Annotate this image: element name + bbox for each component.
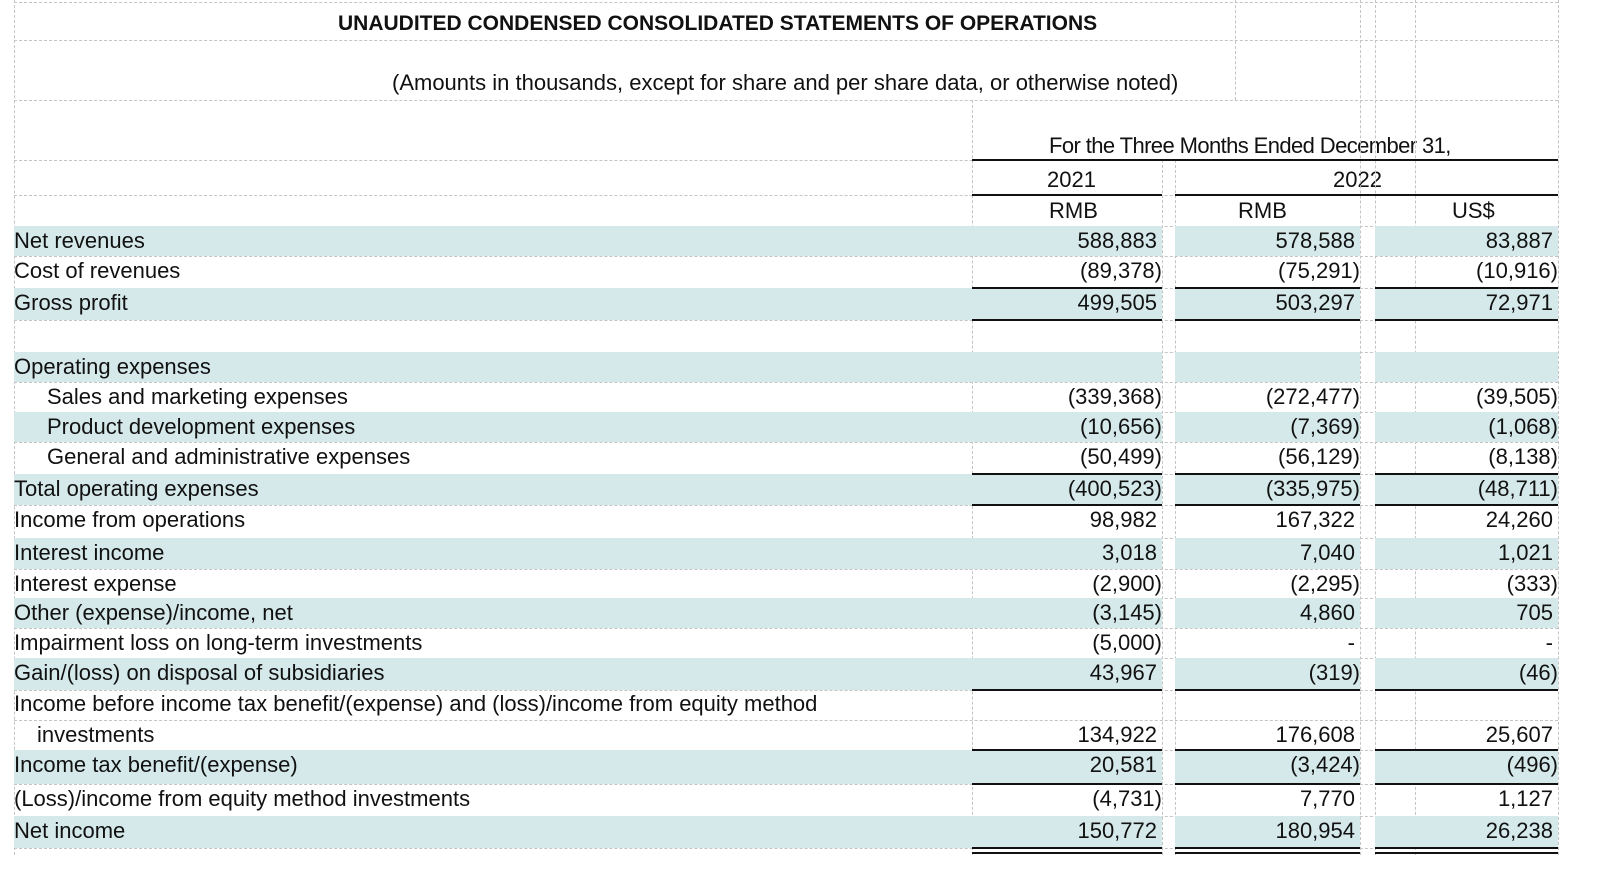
row-value-col1: 20,581	[1089, 752, 1157, 777]
row-label: General and administrative expenses	[47, 444, 411, 469]
row-label: Net revenues	[14, 228, 145, 253]
row-value-col3: (1,068)	[1488, 414, 1558, 439]
header-rule	[1175, 194, 1558, 196]
row-value-col2: 578,588	[1275, 228, 1355, 253]
table-row	[14, 352, 1558, 382]
row-value-col2: (335,975)	[1265, 476, 1360, 501]
row-value-col1: (400,523)	[1067, 476, 1162, 501]
row-label: Cost of revenues	[14, 258, 181, 283]
header-rule	[972, 159, 1558, 161]
row-value-col3: -	[1545, 630, 1553, 655]
row-value-col3: (48,711)	[1477, 476, 1558, 501]
row-value-col2: (319)	[1308, 660, 1360, 685]
row-value-col2: (56,129)	[1278, 444, 1360, 469]
row-label: Gain/(loss) on disposal of subsidiaries	[14, 660, 385, 685]
statement-title: UNAUDITED CONDENSED CONSOLIDATED STATEMENTS OF OPERATIONS	[338, 12, 1098, 35]
grid-line	[14, 40, 1558, 41]
total-rule	[1175, 852, 1360, 854]
total-rule	[1375, 852, 1558, 854]
grid-line	[14, 2, 1558, 3]
year-2022: 2022	[1333, 167, 1382, 192]
row-value-col3: 1,127	[1497, 786, 1553, 811]
row-value-col1: 43,967	[1089, 660, 1157, 685]
row-value-col2: 503,297	[1275, 290, 1355, 315]
row-value-col1: (50,499)	[1080, 444, 1162, 469]
row-label: Sales and marketing expenses	[47, 384, 348, 409]
currency-2022-usd: US$	[1452, 198, 1495, 223]
row-value-col1: (339,368)	[1067, 384, 1162, 409]
row-value-col1: 150,772	[1077, 818, 1157, 843]
row-value-col1: (3,145)	[1092, 600, 1162, 625]
row-label: Gross profit	[14, 290, 128, 315]
row-value-col3: (39,505)	[1476, 384, 1558, 409]
row-label: Income tax benefit/(expense)	[14, 752, 298, 777]
year-2021: 2021	[1047, 167, 1096, 192]
row-label: (Loss)/income from equity method investments	[14, 786, 471, 811]
row-value-col2: (75,291)	[1278, 258, 1360, 283]
row-value-col1: 134,922	[1077, 722, 1157, 747]
header-rule	[972, 194, 1162, 196]
row-value-col3: 24,260	[1485, 507, 1553, 532]
row-label: Product development expenses	[47, 414, 356, 439]
row-label: Net income	[14, 818, 126, 843]
row-value-col3: (496)	[1506, 752, 1558, 777]
currency-2021-rmb: RMB	[1049, 198, 1098, 223]
row-value-col3: 72,971	[1485, 290, 1553, 315]
row-label: Income from operations	[14, 507, 246, 532]
row-value-col3: 1,021	[1497, 540, 1553, 565]
period-header: For the Three Months Ended December 31,	[1049, 133, 1451, 158]
row-value-col2: (3,424)	[1290, 752, 1360, 777]
row-value-col3: 26,238	[1485, 818, 1553, 843]
row-value-col3: (46)	[1518, 660, 1558, 685]
row-value-col3: 25,607	[1485, 722, 1553, 747]
row-value-col2: 7,040	[1299, 540, 1355, 565]
row-label: Operating expenses	[14, 354, 211, 379]
row-value-col2: -	[1347, 630, 1355, 655]
row-value-col2: (7,369)	[1290, 414, 1360, 439]
row-value-col1: 3,018	[1101, 540, 1157, 565]
row-value-col1: (2,900)	[1092, 571, 1162, 596]
row-value-col1: (4,731)	[1092, 786, 1162, 811]
row-value-col3: 705	[1516, 600, 1553, 625]
row-value-col2: (2,295)	[1290, 571, 1360, 596]
statement-subtitle: (Amounts in thousands, except for share and per share data, or otherwise noted)	[392, 70, 1179, 95]
row-value-col1: 588,883	[1077, 228, 1157, 253]
row-value-col2: 4,860	[1299, 600, 1355, 625]
row-label-continued: investments	[37, 722, 155, 747]
row-value-col1: (10,656)	[1080, 414, 1162, 439]
row-value-col2: 7,770	[1299, 786, 1355, 811]
row-value-col2: 180,954	[1275, 818, 1355, 843]
grid-line	[1235, 0, 1236, 100]
row-value-col1: 499,505	[1077, 290, 1157, 315]
row-value-col2: (272,477)	[1265, 384, 1360, 409]
row-value-col3: (333)	[1506, 571, 1558, 596]
row-value-col1: (89,378)	[1080, 258, 1162, 283]
row-label: Other (expense)/income, net	[14, 600, 293, 625]
row-label: Impairment loss on long-term investments	[14, 630, 423, 655]
row-value-col1: (5,000)	[1092, 630, 1162, 655]
row-value-col3: (10,916)	[1476, 258, 1558, 283]
total-rule	[972, 852, 1162, 854]
grid-line	[14, 100, 1558, 101]
grid-line	[1558, 0, 1559, 855]
row-label: Interest income	[14, 540, 165, 565]
row-label: Interest expense	[14, 571, 177, 596]
row-value-col2: 167,322	[1275, 507, 1355, 532]
row-value-col3: 83,887	[1485, 228, 1553, 253]
row-value-col3: (8,138)	[1488, 444, 1558, 469]
currency-2022-rmb: RMB	[1238, 198, 1287, 223]
row-label: Income before income tax benefit/(expense) and (loss)/income from equity method	[14, 691, 818, 716]
row-value-col2: 176,608	[1275, 722, 1355, 747]
table-row	[14, 320, 1558, 352]
row-label: Total operating expenses	[14, 476, 259, 501]
row-value-col1: 98,982	[1089, 507, 1157, 532]
